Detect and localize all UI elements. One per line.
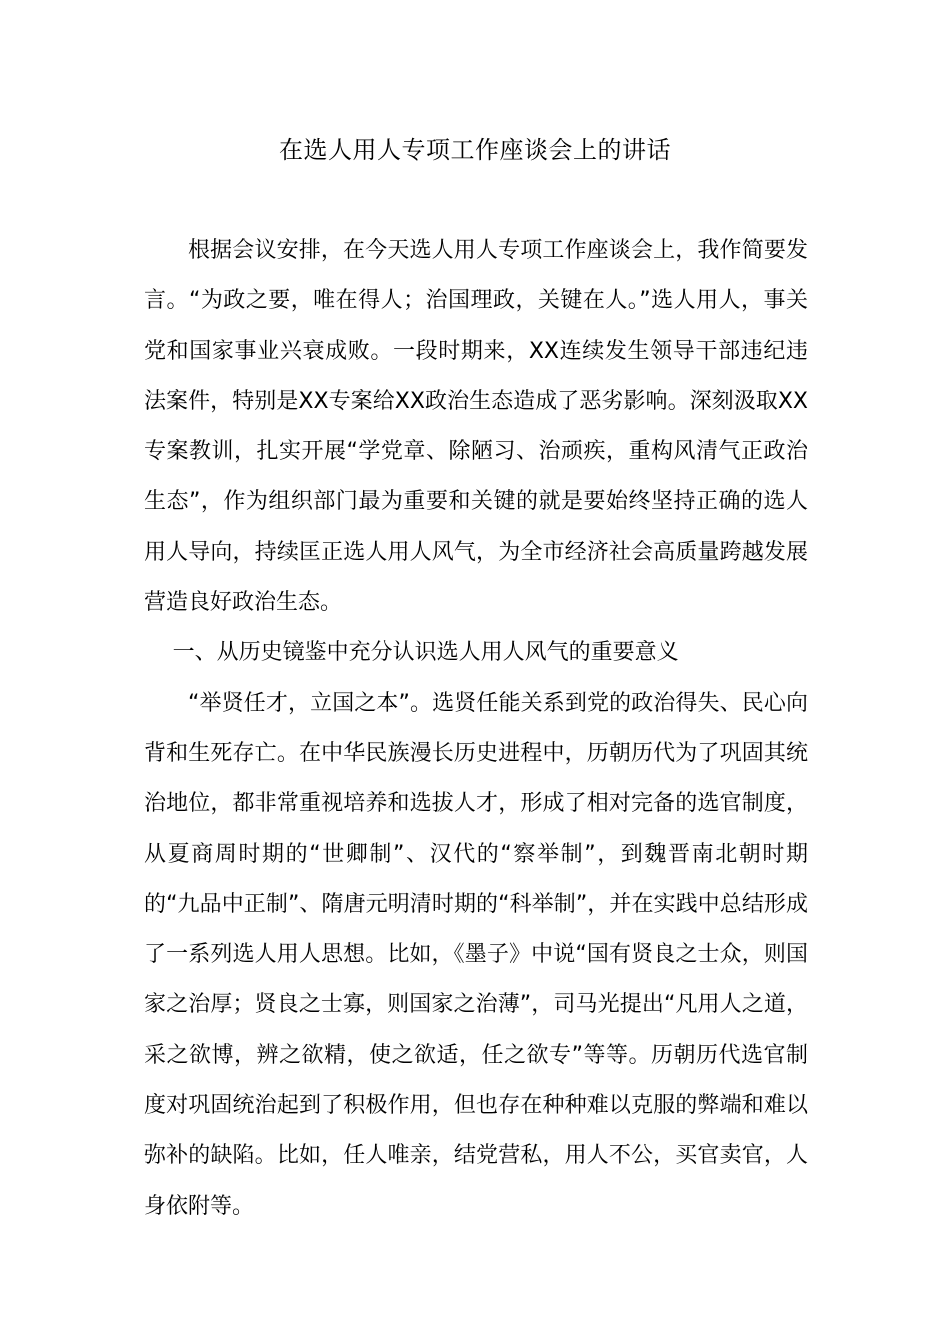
document-body: [144, 226, 808, 1232]
intro-paragraph: 根据会议安排，在今天选人用人专项工作座谈会上，我作简要发言。“为政之要，唯在得人；治国理政，关键在人。”选人用人，事关党和国家事业兴衰成败。一段时期来，XX连续发生领导干部违纪违法案件，特别是XX专案给XX政治生态造成了恶劣影响。深刻汲取XX专案教训，扎实开展“学党章、除陋习、治顽疾，重构风清气正政治生态”，作为组织部门最为重要和关键的就是要始终坚持正确的选人用人导向，持续匡正选人用人风气，为全市经济社会高质量跨越发展营造良好政治生态。: [144, 238, 808, 616]
section-heading: 一、从历史镜鉴中充分认识选人用人风气的重要意义: [172, 640, 679, 666]
document-title: 在选人用人专项工作座谈会上的讲话: [279, 136, 671, 164]
history-paragraph: “举贤任才，立国之本”。选贤任能关系到党的政治得失、民心向背和生死存亡。在中华民族漫长历史进程中，历朝历代为了巩固其统治地位，都非常重视培养和选拔人才，形成了相对完备的选官制度，从夏商周时期的“世卿制”、汉代的“察举制”，到魏晋南北朝时期的“九品中正制”、隋唐元明清时期的“科举制”，并在实践中总结形成了一系列选人用人思想。比如，《墨子》中说“国有贤良之士众，则国家之治厚；贤良之士寡，则国家之治薄”，司马光提出“凡用人之道，采之欲博，辨之欲精，使之欲适，任之欲专”等等。历朝历代选官制度对巩固统治起到了积极作用，但也存在种种难以克服的弊端和难以弥补的缺陷。比如，任人唯亲，结党营私，用人不公，买官卖官，人身依附等。: [144, 690, 808, 1219]
